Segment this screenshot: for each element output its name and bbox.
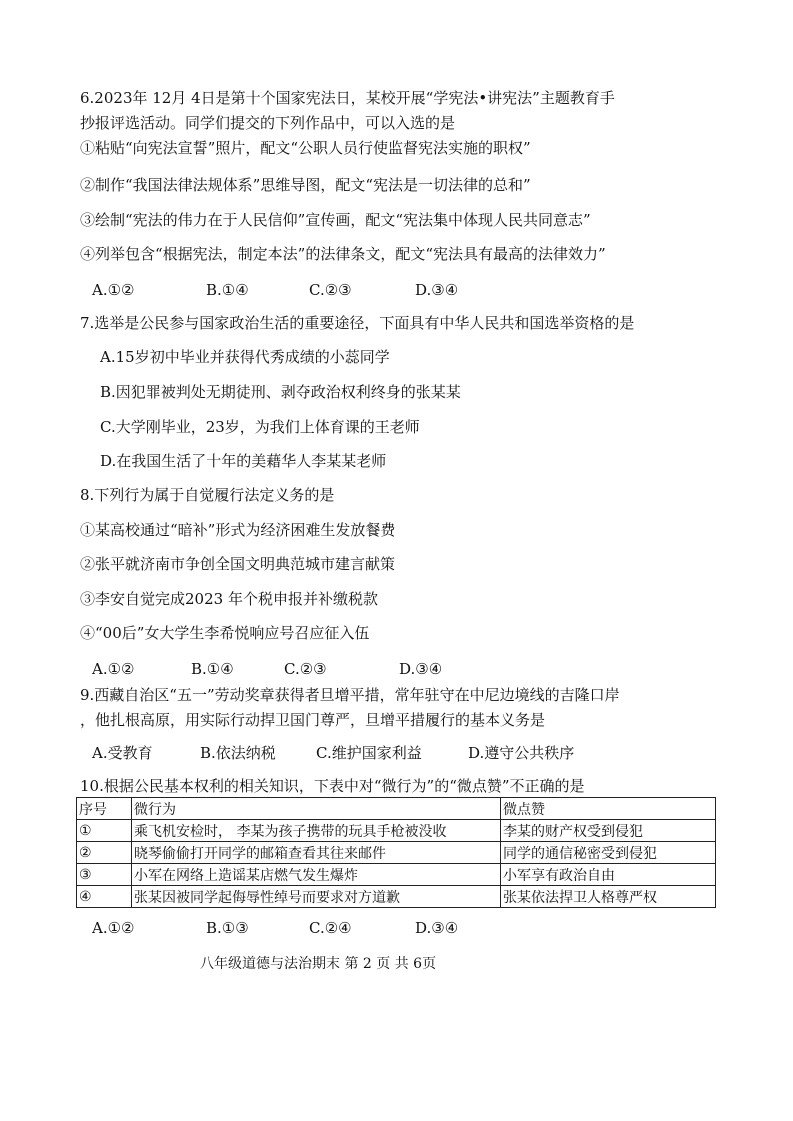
header-behavior: 微行为 (132, 798, 501, 820)
q6-item-4: ④列举包含“根据宪法，制定本法”的法律条文，配文“宪法具有最高的法律效力” (80, 245, 606, 263)
q6-option-c: C.②③ (309, 281, 352, 299)
q6-item-1: ①粘贴“向宪法宣誓”照片，配文“公职人员行使监督宪法实施的职权” (80, 139, 531, 157)
row-number: ④ (77, 886, 132, 908)
q6-stem-line2: 抄报评选活动。同学们提交的下列作品中，可以入选的是 (80, 114, 456, 132)
q8-item-3: ③李安自觉完成2023 年个税申报并补缴税款 (80, 590, 378, 608)
q7-stem: 7.选举是公民参与国家政治生活的重要途径，下面具有中华人民共和国选举资格的是 (80, 314, 635, 332)
q8-item-2: ②张平就济南市争创全国文明典范城市建言献策 (80, 555, 396, 573)
q8-item-4: ④“00后”女大学生李希悦响应号召应征入伍 (80, 624, 370, 642)
q8-options (92, 659, 692, 679)
table-row (77, 842, 716, 864)
row-number: ③ (77, 864, 132, 886)
table-row (77, 864, 716, 886)
q6-stem-line1: 6.2023年 12月 4日是第十个国家宪法日，某校开展“学宪法•讲宪法”主题教育手 (80, 89, 615, 107)
row-behavior: 晓琴偷偷打开同学的邮箱查看其往来邮件 (132, 842, 501, 864)
row-behavior: 乘飞机安检时， 李某为孩子携带的玩具手枪被没收 (132, 820, 501, 842)
q8-option-c: C.②③ (284, 660, 327, 678)
q9-option-c: C.维护国家利益 (316, 744, 422, 762)
q6-item-2: ②制作“我国法律法规体系”思维导图，配文“宪法是一切法律的总和” (80, 176, 531, 194)
row-comment: 同学的通信秘密受到侵犯 (501, 842, 716, 864)
q9-options (92, 743, 712, 763)
q10-stem: 10.根据公民基本权利的相关知识，下表中对“微行为”的“微点赞”不正确的是 (80, 777, 585, 795)
q6-option-a: A.①② (92, 281, 135, 299)
q7-option-c: C.大学刚毕业，23岁，为我们上体育课的王老师 (100, 418, 420, 436)
header-number: 序号 (77, 798, 132, 820)
row-behavior: 小军在网络上造谣某店燃气发生爆炸 (132, 864, 501, 886)
q8-option-a: A.①② (92, 660, 135, 678)
q10-options (92, 918, 692, 938)
q10-option-a: A.①② (92, 919, 135, 937)
q10-option-c: C.②④ (309, 919, 352, 937)
q7-option-b: B.因犯罪被判处无期徒刑、剥夺政治权利终身的张某某 (100, 383, 461, 401)
q6-item-3: ③绘制“宪法的伟力在于人民信仰”宣传画，配文“宪法集中体现人民共同意志” (80, 211, 591, 229)
row-comment: 小军享有政治自由 (501, 864, 716, 886)
q10-option-d: D.③④ (415, 919, 459, 937)
q9-stem-line2: ，他扎根高原，用实际行动捍卫国门尊严，旦增平措履行的基本义务是 (80, 711, 546, 729)
q9-option-b: B.依法纳税 (200, 744, 276, 762)
q8-option-d: D.③④ (399, 660, 443, 678)
table-row (77, 886, 716, 908)
table-row (77, 820, 716, 842)
row-behavior: 张某因被同学起侮辱性绰号而要求对方道歉 (132, 886, 501, 908)
q10-option-b: B.①③ (206, 919, 249, 937)
page-footer: 八年级道德与法治期末 第 2 页 共 6页 (200, 956, 437, 972)
q6-option-d: D.③④ (415, 281, 459, 299)
q7-option-d: D.在我国生活了十年的美藉华人李某某老师 (100, 452, 387, 470)
q8-stem: 8.下列行为属于自觉履行法定义务的是 (80, 486, 335, 504)
header-comment: 微点赞 (501, 798, 716, 820)
q9-stem-line1: 9.西藏自治区“五一”劳动奖章获得者旦增平措，常年驻守在中尼边境线的吉隆口岸 (80, 686, 620, 704)
q6-option-b: B.①④ (206, 281, 249, 299)
row-comment: 李某的财产权受到侵犯 (501, 820, 716, 842)
row-number: ① (77, 820, 132, 842)
q10-table (76, 797, 716, 908)
q8-item-1: ①某高校通过“暗补”形式为经济困难生发放餐费 (80, 521, 396, 539)
q6-options (92, 280, 692, 300)
q7-option-a: A.15岁初中毕业并获得代秀成绩的小蕊同学 (100, 348, 390, 366)
q9-option-a: A.受教育 (92, 744, 153, 762)
row-number: ② (77, 842, 132, 864)
q9-option-d: D.遵守公共秩序 (468, 744, 575, 762)
row-comment: 张某依法捍卫人格尊严权 (501, 886, 716, 908)
table-header-row (77, 798, 716, 820)
q8-option-b: B.①④ (191, 660, 234, 678)
